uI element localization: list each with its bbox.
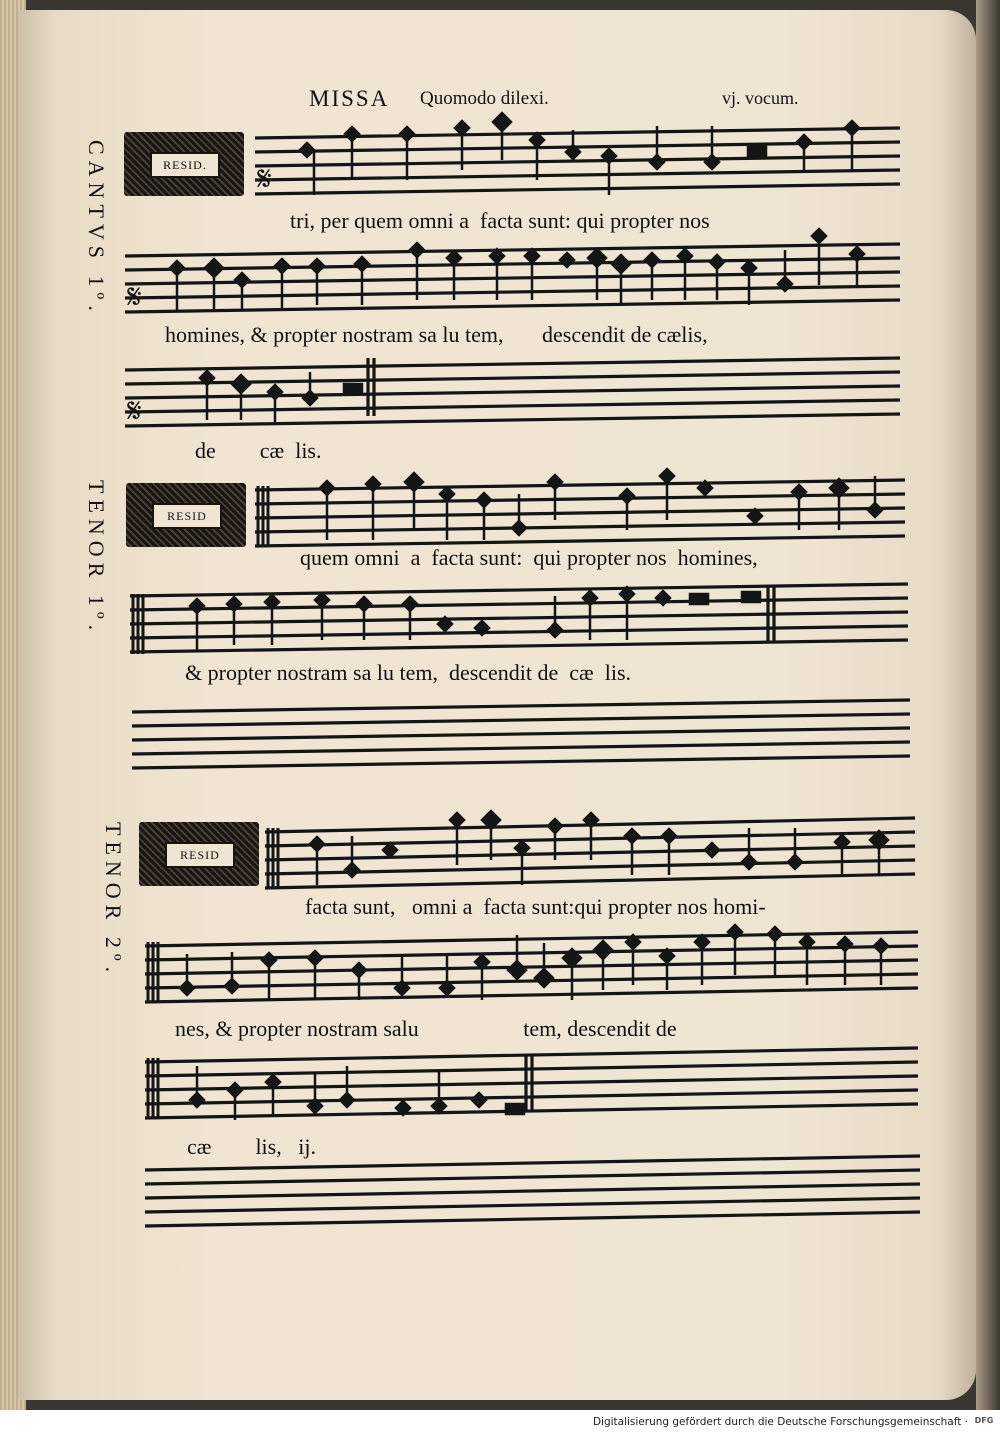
ornament-label: RESID (165, 842, 235, 868)
header-mass-title: Quomodo dilexi. (420, 88, 549, 109)
header-missa: MISSA (309, 86, 390, 111)
staff-tenor1-2 (130, 584, 908, 652)
lyric-line: homines, & propter nostram sa lu tem, descendit de cælis, (165, 322, 708, 347)
lyric-line: & propter nostram sa lu tem, descendit de cæ lis. (185, 660, 632, 685)
ornament-label: RESID (152, 503, 222, 529)
voice-label-tenor-1: TENOR 1º. (84, 480, 109, 637)
footer-bar (0, 1410, 1000, 1434)
voice-label-cantus: CANTVS 1º. (84, 140, 109, 317)
footer-credit: Digitalisierung gefördert durch die Deutsche Forschungsgemeinschaft · (592, 1416, 968, 1428)
lyric-line: quem omni a facta sunt: qui propter nos homines, (300, 545, 758, 570)
lyric-line: nes, & propter nostram salu tem, descendit de (175, 1016, 677, 1041)
ornament-label: RESID. (150, 152, 220, 178)
staff-tenor1-1 (255, 480, 905, 546)
lyric-line: cæ lis, ij. (187, 1134, 316, 1159)
clef-icon: 𝄋 (257, 159, 272, 199)
lyric-line: tri, per quem omni a facta sunt: qui propter nos (290, 208, 710, 233)
staff-empty-2 (145, 1156, 920, 1226)
staff-empty-1 (132, 700, 910, 768)
header-voices-note: vj. vocum. (722, 88, 799, 108)
lyric-line: facta sunt, omni a facta sunt:qui propter nos homi- (305, 894, 766, 919)
lyric-line: de cæ lis. (195, 438, 322, 463)
clef-icon: 𝄋 (127, 391, 142, 431)
dfg-logo-icon: DFG (974, 1416, 994, 1425)
voice-label-tenor-2: TENOR 2º. (101, 822, 126, 979)
clef-icon: 𝄋 (127, 277, 142, 317)
